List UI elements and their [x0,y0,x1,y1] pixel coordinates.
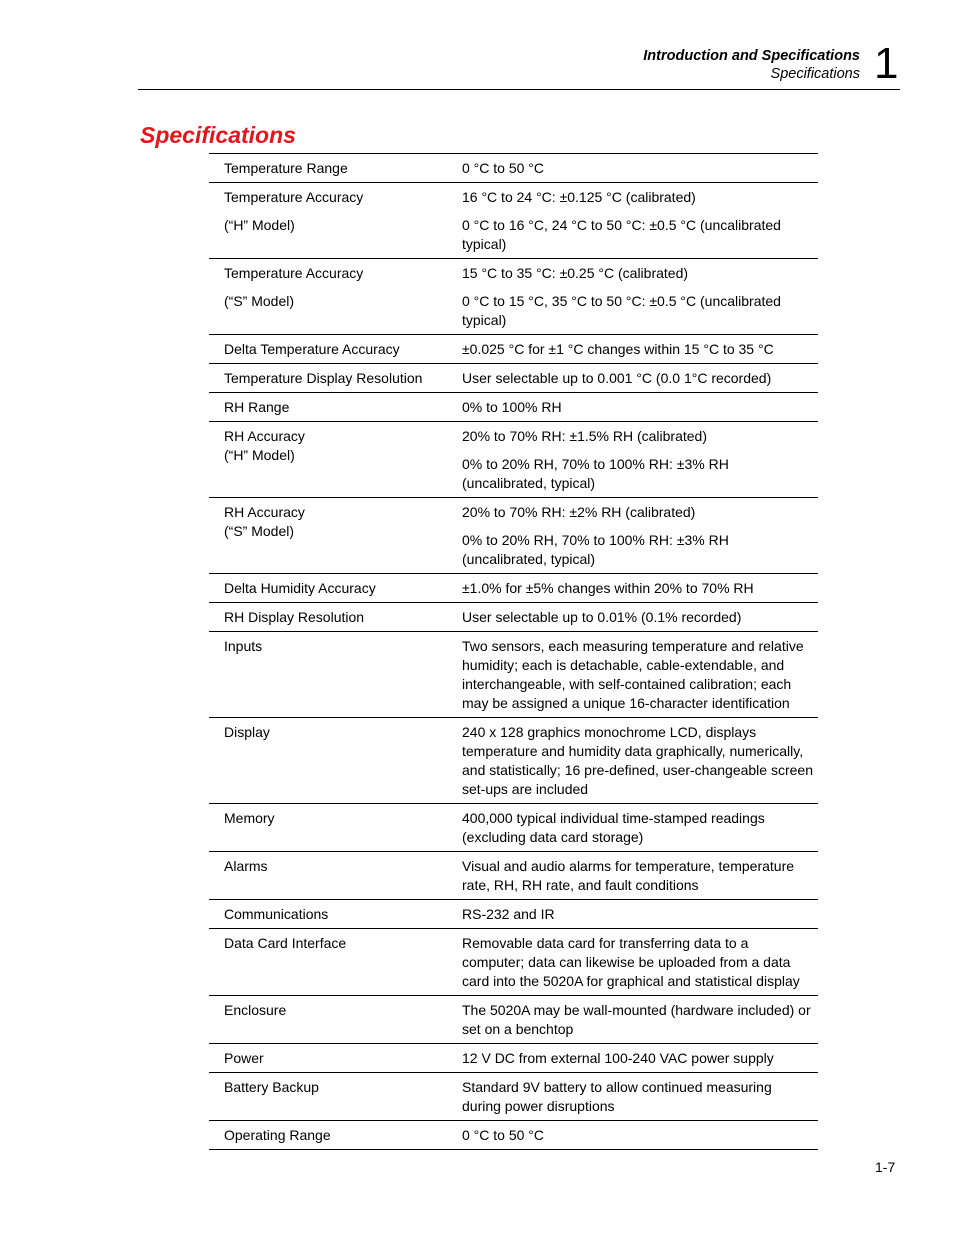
spec-row [209,1121,818,1150]
spec-label [209,259,447,335]
spec-value [447,718,818,804]
spec-row [209,1073,818,1121]
spec-label [209,183,447,259]
spec-value-paragraph: Standard 9V battery to allow continued measuring during power disruptions [462,1079,772,1114]
spec-label [209,364,447,393]
spec-value-paragraph: 0% to 100% RH [462,399,562,415]
spec-row [209,852,818,900]
spec-label [209,574,447,603]
spec-label [209,1121,447,1150]
spec-value [447,154,818,183]
spec-value-paragraph: 15 °C to 35 °C: ±0.25 °C (calibrated) [462,265,689,281]
spec-row [209,804,818,852]
spec-label-line: RH Range [224,399,290,415]
spec-value [447,1044,818,1073]
header-rule [138,89,900,90]
spec-label-line: (“H” Model) [224,217,295,233]
spec-row [209,632,818,718]
spec-label-line: Communications [224,906,329,922]
spec-value [447,996,818,1044]
spec-label-line: Data Card Interface [224,935,347,951]
spec-value [447,1121,818,1150]
spec-value [447,929,818,996]
spec-value-paragraph: 20% to 70% RH: ±2% RH (calibrated) [462,504,696,520]
running-header-title: Introduction and Specifications [643,48,860,64]
spec-value [447,900,818,929]
spec-value [447,393,818,422]
spec-label-line: RH Accuracy [224,504,305,520]
spec-label-line: Temperature Display Resolution [224,370,423,386]
spec-value [447,364,818,393]
spec-label [209,1044,447,1073]
spec-label [209,996,447,1044]
spec-row [209,154,818,183]
spec-row [209,929,818,996]
spec-row [209,996,818,1044]
chapter-number: 1 [874,39,899,88]
spec-value-paragraph: 0 °C to 50 °C [462,1127,545,1143]
spec-label-line: Alarms [224,858,268,874]
spec-label-line: (“S” Model) [224,293,295,309]
spec-value-paragraph: Removable data card for transferring data to a computer; data can likewise be uploaded from a data card into the 5020A for graphical and statistical display [462,935,800,989]
spec-label [209,498,447,574]
spec-value [447,852,818,900]
spec-label-line: Enclosure [224,1002,287,1018]
spec-label-line: Inputs [224,638,263,654]
spec-label [209,804,447,852]
spec-value [447,183,818,259]
spec-label-line: RH Display Resolution [224,609,365,625]
spec-value-paragraph: 400,000 typical individual time-stamped readings (excluding data card storage) [462,810,765,845]
spec-value-paragraph: 0 °C to 50 °C [462,160,545,176]
spec-value [447,1073,818,1121]
spec-row [209,393,818,422]
spec-value [447,259,818,335]
spec-value-paragraph: 16 °C to 24 °C: ±0.125 °C (calibrated) [462,189,696,205]
spec-row [209,574,818,603]
spec-label-line: Temperature Range [224,160,348,176]
spec-value-paragraph: 0 °C to 16 °C, 24 °C to 50 °C: ±0.5 °C (uncalibrated typical) [462,217,781,252]
spec-label-line: Battery Backup [224,1079,319,1095]
spec-label [209,900,447,929]
spec-value-paragraph: Two sensors, each measuring temperature and relative humidity; each is detachable, cable-extendable, and interchangeable, with self-contained calibration; each may be assigned a unique 16-character identification [462,638,804,711]
spec-value-paragraph: 0 °C to 15 °C, 35 °C to 50 °C: ±0.5 °C (uncalibrated typical) [462,293,781,328]
spec-value-paragraph: RS-232 and IR [462,906,555,922]
spec-label [209,335,447,364]
spec-label [209,929,447,996]
spec-label [209,393,447,422]
spec-value-paragraph: 0% to 20% RH, 70% to 100% RH: ±3% RH (uncalibrated, typical) [462,532,729,567]
spec-row [209,335,818,364]
spec-label-line: RH Accuracy [224,428,305,444]
spec-label-line: (“H” Model) [224,447,295,463]
spec-label-line: Memory [224,810,275,826]
spec-label-line: (“S” Model) [224,523,295,539]
spec-row [209,1044,818,1073]
spec-value [447,804,818,852]
spec-label-line: Temperature Accuracy [224,265,364,281]
spec-label-line: Operating Range [224,1127,331,1143]
spec-value-paragraph: User selectable up to 0.01% (0.1% recorded) [462,609,742,625]
spec-label-line: Power [224,1050,264,1066]
spec-value [447,498,818,574]
spec-label [209,154,447,183]
spec-label [209,718,447,804]
spec-label [209,603,447,632]
spec-value-paragraph: 12 V DC from external 100-240 VAC power supply [462,1050,774,1066]
spec-label [209,852,447,900]
spec-value-paragraph: 0% to 20% RH, 70% to 100% RH: ±3% RH (uncalibrated, typical) [462,456,729,491]
spec-label-line: Display [224,724,270,740]
spec-row [209,364,818,393]
spec-label [209,632,447,718]
spec-value-paragraph: User selectable up to 0.001 °C (0.0 1°C recorded) [462,370,772,386]
spec-value [447,632,818,718]
running-header-subtitle: Specifications [770,66,860,82]
spec-row [209,422,818,498]
running-header [643,47,860,83]
spec-value [447,603,818,632]
spec-row [209,900,818,929]
spec-row [209,718,818,804]
spec-value-paragraph: 240 x 128 graphics monochrome LCD, displays temperature and humidity data graphically, numerically, and statistically; 16 pre-defined, user-changeable screen set-ups are included [462,724,813,797]
spec-row [209,183,818,259]
spec-row [209,603,818,632]
spec-value-paragraph: The 5020A may be wall-mounted (hardware included) or set on a benchtop [462,1002,811,1037]
spec-value-paragraph: ±0.025 °C for ±1 °C changes within 15 °C to 35 °C [462,341,774,357]
spec-value [447,335,818,364]
spec-label [209,1073,447,1121]
spec-label-line: Delta Humidity Accuracy [224,580,376,596]
page-number: 1-7 [875,1159,896,1175]
spec-value-paragraph: ±1.0% for ±5% changes within 20% to 70% RH [462,580,754,596]
spec-value [447,422,818,498]
spec-value-paragraph: Visual and audio alarms for temperature, temperature rate, RH, RH rate, and fault conditions [462,858,795,893]
specifications-table [209,153,818,1150]
spec-label-line: Temperature Accuracy [224,189,364,205]
spec-value [447,574,818,603]
spec-label-line: Delta Temperature Accuracy [224,341,400,357]
spec-row [209,259,818,335]
spec-label [209,422,447,498]
spec-value-paragraph: 20% to 70% RH: ±1.5% RH (calibrated) [462,428,708,444]
section-heading: Specifications [140,122,296,148]
specifications-table-body [209,154,818,1150]
spec-row [209,498,818,574]
